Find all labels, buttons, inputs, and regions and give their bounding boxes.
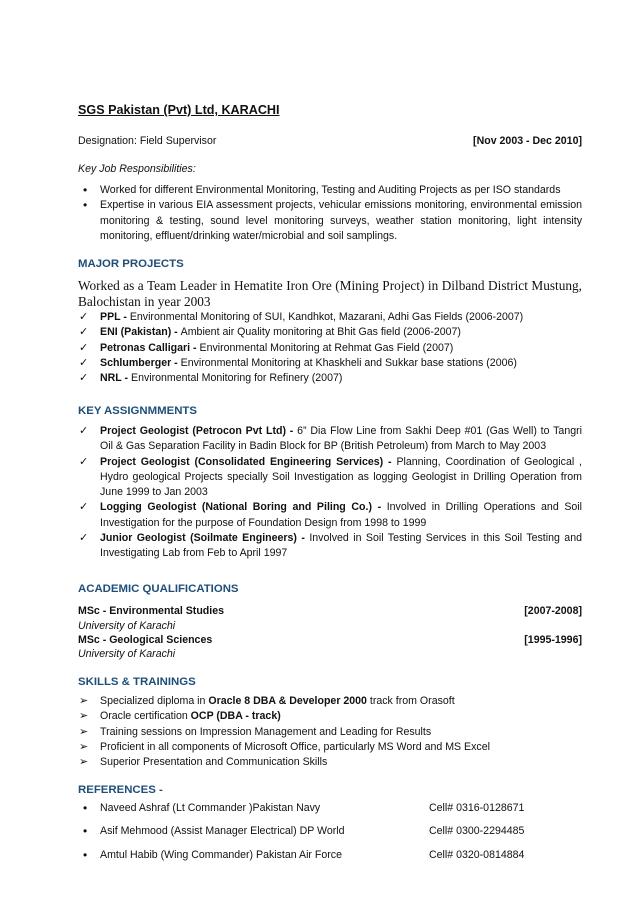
assignments-list xyxy=(78,424,582,562)
references-list xyxy=(78,801,582,863)
list-item: ➢ Oracle certification OCP (DBA - track) xyxy=(78,709,582,724)
designation: Designation: Field Supervisor xyxy=(78,135,217,147)
company-title: SGS Pakistan (Pvt) Ltd, KARACHI xyxy=(78,103,280,117)
list-item: ➢ Proficient in all components of Microsoft Office, particularly MS Word and MS Excel xyxy=(78,740,582,755)
degree-name: MSc - Environmental Studies xyxy=(78,605,224,617)
reference-name: • Asif Mehmood (Assist Manager Electrical) DP World xyxy=(100,825,345,838)
reference-name: • Amtul Habib (Wing Commander) Pakistan Air Force xyxy=(100,848,342,861)
degree-years: [1995-1996] xyxy=(524,633,582,646)
list-item: ✓ Logging Geologist (National Boring and Piling Co.) - Involved in Drilling Operations and Soil Investigation for the purpose of Foundation Design from 1998 to 1999 xyxy=(78,500,582,531)
school-name: University of Karachi xyxy=(78,648,176,660)
key-responsibilities-label: Key Job Responsibilities: xyxy=(78,163,196,175)
major-projects-intro: Worked as a Team Leader in Hematite Iron Ore (Mining Project) in Dilband District Mustung, Balochistan in year 2003 xyxy=(78,278,582,309)
list-item: ✓ Project Geologist (Consolidated Engineering Services) - Planning, Coordination of Geological , Hydro geological Projects specially Soil Investigation as logging Geologist in Drilling Operation from June 1999 to Jan 2003 xyxy=(78,455,582,501)
list-item xyxy=(78,801,582,816)
list-item: ✓ Schlumberger - Environmental Monitoring at Khaskheli and Sukkar base stations (2006) xyxy=(78,356,582,371)
list-item: ✓ ENI (Pakistan) - Ambient air Quality monitoring at Bhit Gas field (2006-2007) xyxy=(78,325,582,340)
list-item: ✓ NRL - Environmental Monitoring for Refinery (2007) xyxy=(78,371,582,386)
list-item: • Expertise in various EIA assessment projects, vehicular emissions monitoring, environmental emission monitoring & testing, sound level monitoring surveys, weather station monitoring, light intensity monitoring, effluent/drinking water/microbial and soil samplings. xyxy=(78,198,582,244)
skills-list xyxy=(78,694,582,770)
list-item: ✓ Junior Geologist (Soilmate Engineers) - Involved in Soil Testing Services in this Soil Testing and Investigating Lab from Feb to April 1997 xyxy=(78,531,582,562)
degree-years: [2007-2008] xyxy=(524,605,582,617)
list-item: • Worked for different Environmental Monitoring, Testing and Auditing Projects as per ISO standards xyxy=(78,183,582,198)
degree-row xyxy=(78,604,582,619)
list-item: ➢ Superior Presentation and Communication Skills xyxy=(78,755,582,770)
major-projects-heading: MAJOR PROJECTS xyxy=(78,258,184,270)
list-item: ✓ PPL - Environmental Monitoring of SUI, Kandhkot, Mazarani, Adhi Gas Fields (2006-2007) xyxy=(78,310,582,325)
designation-row xyxy=(78,135,582,147)
list-item xyxy=(78,848,582,863)
academic-heading: ACADEMIC QUALIFICATIONS xyxy=(78,583,239,595)
projects-list xyxy=(78,310,582,386)
degree-row xyxy=(78,633,582,648)
responsibilities-list xyxy=(78,183,582,244)
reference-cell: Cell# 0300-2294485 xyxy=(429,825,525,838)
list-item xyxy=(78,824,582,839)
school-name: University of Karachi xyxy=(78,619,176,632)
degree-name: MSc - Geological Sciences xyxy=(78,633,213,646)
list-item: ➢ Specialized diploma in Oracle 8 DBA & Developer 2000 track from Orasoft xyxy=(78,694,582,709)
reference-cell: Cell# 0316-0128671 xyxy=(429,802,525,814)
assignments-heading: KEY ASSIGNMMENTS xyxy=(78,405,197,417)
job-dates: [Nov 2003 - Dec 2010] xyxy=(473,135,582,147)
list-item: ✓ Petronas Calligari - Environmental Monitoring at Rehmat Gas Field (2007) xyxy=(78,341,582,356)
reference-name: • Naveed Ashraf (Lt Commander )Pakistan Navy xyxy=(100,802,321,814)
references-heading: REFERENCES - xyxy=(78,784,163,796)
list-item: ✓ Project Geologist (Petrocon Pvt Ltd) - 6” Dia Flow Line from Sakhi Deep #01 (Gas Well) to Tangri Oil & Gas Separation Facility in Badin Block for BP (British Petroleum) from March to May 2003 xyxy=(78,424,582,455)
reference-cell: Cell# 0320-0814884 xyxy=(429,848,525,861)
list-item: ➢ Training sessions on Impression Management and Leading for Results xyxy=(78,725,582,740)
skills-heading: SKILLS & TRAININGS xyxy=(78,676,196,688)
academic-list xyxy=(78,604,582,661)
